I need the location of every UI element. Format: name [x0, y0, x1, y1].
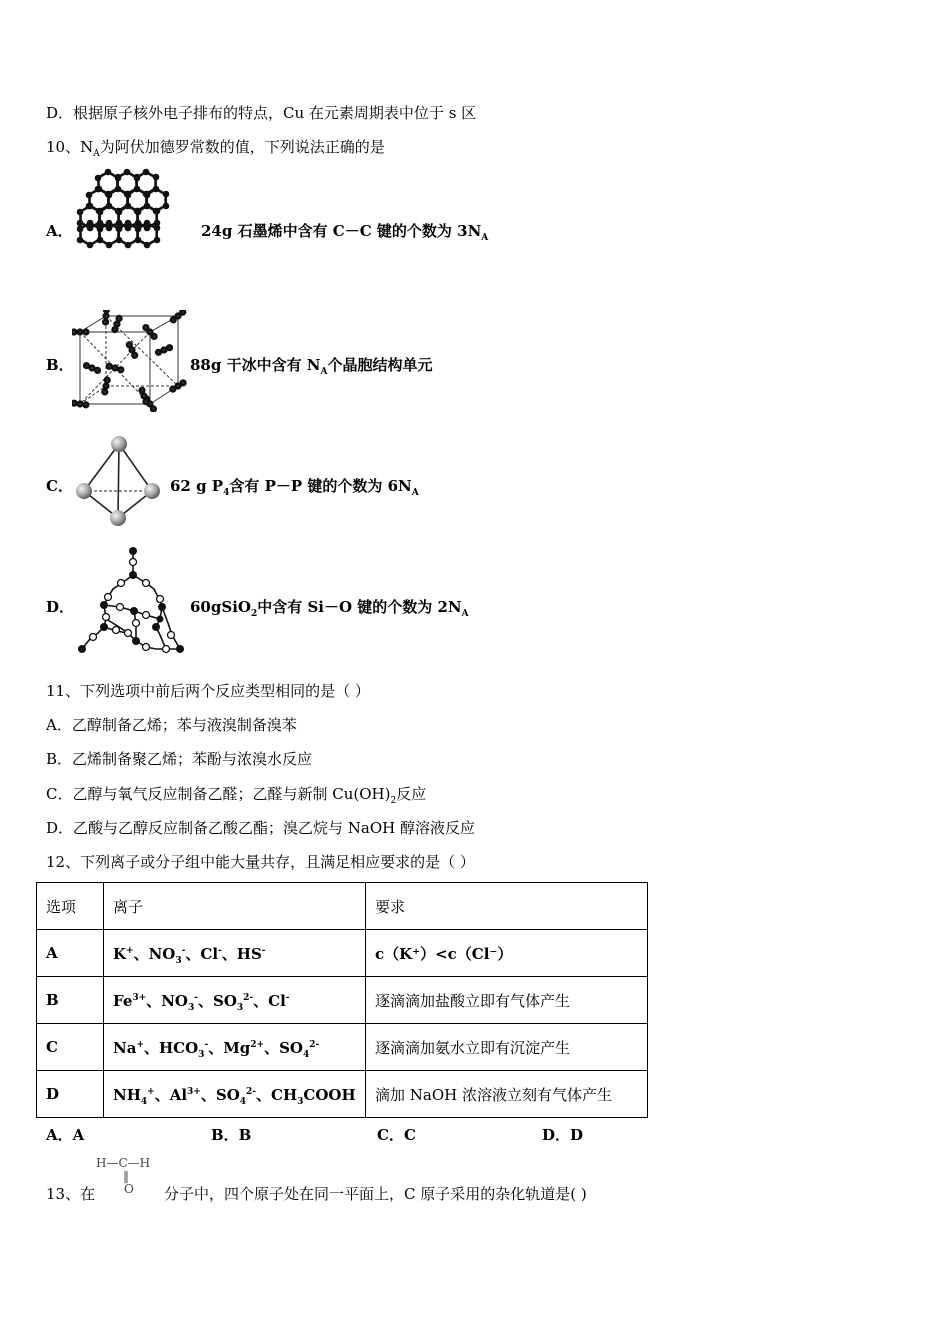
row-ions: $Fe^{3+}$、$NO_3^-$、$SO_3^{2-}$、Cl- — [104, 977, 366, 1024]
row-requirement: 滴加 NaOH 浓溶液立刻有气体产生 — [366, 1071, 648, 1118]
q10-stem-sub: A — [93, 149, 100, 159]
q10-a-text — [201, 221, 488, 241]
q10-d-label: D． — [46, 598, 75, 616]
q10-c-t2: 含有 P－P 键的个数为 6N — [229, 477, 412, 495]
header-option: 选项 — [37, 883, 104, 930]
q10-c-s1: 4 — [223, 488, 230, 498]
q10-stem-pre: 10、N — [46, 138, 94, 156]
q10-b-t2: 个晶胞结构单元 — [327, 356, 433, 374]
row-requirement: c（K⁺）<c（Cl⁻） — [366, 930, 648, 977]
q11-stem: 11、下列选项中前后两个反应类型相同的是（ ） — [46, 682, 370, 700]
q10-b-text — [190, 355, 433, 375]
row-option: B — [37, 977, 104, 1024]
q10-d-s2: A — [461, 609, 469, 619]
q9-option-d: D．根据原子核外电子排布的特点，Cu 在元素周期表中位于 s 区 — [46, 104, 477, 122]
formula-oxygen: O — [124, 1182, 134, 1196]
table-row — [37, 1024, 648, 1071]
q10-d-t1: 60gSiO — [190, 598, 251, 616]
q10-b-s1: A — [320, 367, 328, 377]
row-option: A — [37, 930, 104, 977]
q10-d-s1: 2 — [250, 609, 258, 619]
row-ions: $NH_4^+$、$Al^{3+}$、$SO_4^{2-}$、$CH_3COOH$ — [104, 1071, 366, 1118]
q12-answer-c: C．C — [377, 1126, 416, 1144]
q10-b-label: B． — [46, 356, 74, 374]
q11-c-post: 反应 — [396, 785, 427, 803]
q13-post: 分子中，四个原子处在同一平面上，C 原子采用的杂化轨道是( ) — [164, 1185, 587, 1203]
q12-answer-a: A．A — [46, 1126, 85, 1144]
q10-c-t1: 62 g P — [170, 477, 224, 495]
q12-answer-b: B．B — [211, 1126, 252, 1144]
row-requirement: 逐滴滴加氨水立即有沉淀产生 — [366, 1024, 648, 1071]
formula-hch: H—C—H — [96, 1156, 151, 1170]
q10-a-t1: 24g 石墨烯中含有 C－C 键的个数为 3N — [201, 222, 482, 240]
dry-ice-cell-figure — [72, 310, 187, 412]
q11-option-a: A．乙醇制备乙烯；苯与液溴制备溴苯 — [46, 716, 297, 734]
table-row — [37, 930, 648, 977]
q10-c-label: C． — [46, 477, 73, 495]
q10-b-t1: 88g 干冰中含有 N — [190, 356, 321, 374]
q11-c-sub: 2 — [390, 796, 397, 806]
row-requirement: 逐滴滴加盐酸立即有气体产生 — [366, 977, 648, 1024]
q11-c-pre: C．乙醇与氧气反应制备乙醛；乙醛与新制 Cu(OH) — [46, 785, 391, 803]
row-ions: K+、$NO_3^-$、Cl-、HS- — [104, 930, 366, 977]
q10-d-text — [190, 597, 469, 617]
q10-stem-post: 为阿伏加德罗常数的值，下列说法正确的是 — [99, 138, 385, 156]
q11-option-d: D．乙酸与乙醇反应制备乙酸乙酯；溴乙烷与 NaOH 醇溶液反应 — [46, 819, 476, 837]
q10-c-text — [170, 476, 419, 496]
q10-a-s1: A — [481, 233, 489, 243]
p4-tetrahedron-figure — [74, 430, 164, 530]
q12-answer-d: D．D — [542, 1126, 584, 1144]
header-ions: 离子 — [104, 883, 366, 930]
formula-double-bond: ‖ — [123, 1169, 129, 1183]
q10-c-s2: A — [411, 488, 419, 498]
q12-stem: 12、下列离子或分子组中能大量共存，且满足相应要求的是（ ） — [46, 853, 475, 871]
row-ions: Na+、$HCO_3^-$、$Mg^{2+}$、$SO_4^{2-}$ — [104, 1024, 366, 1071]
q11-option-c — [46, 784, 426, 804]
q12-table — [36, 882, 648, 1118]
table-row — [37, 977, 648, 1024]
table-row — [37, 1071, 648, 1118]
q10-a-label: A． — [46, 222, 73, 240]
q13-pre: 13、在 — [46, 1185, 96, 1203]
graphene-figure — [74, 166, 202, 262]
sio2-structure-figure — [76, 545, 188, 660]
row-option: D — [37, 1071, 104, 1118]
q11-option-b: B．乙烯制备聚乙烯；苯酚与浓溴水反应 — [46, 750, 313, 768]
q10-d-t2: 中含有 Si－O 键的个数为 2N — [257, 598, 462, 616]
table-header-row — [37, 883, 648, 930]
header-requirement: 要求 — [366, 883, 648, 930]
q10-stem — [46, 137, 385, 157]
row-option: C — [37, 1024, 104, 1071]
formaldehyde-formula — [96, 1157, 166, 1196]
